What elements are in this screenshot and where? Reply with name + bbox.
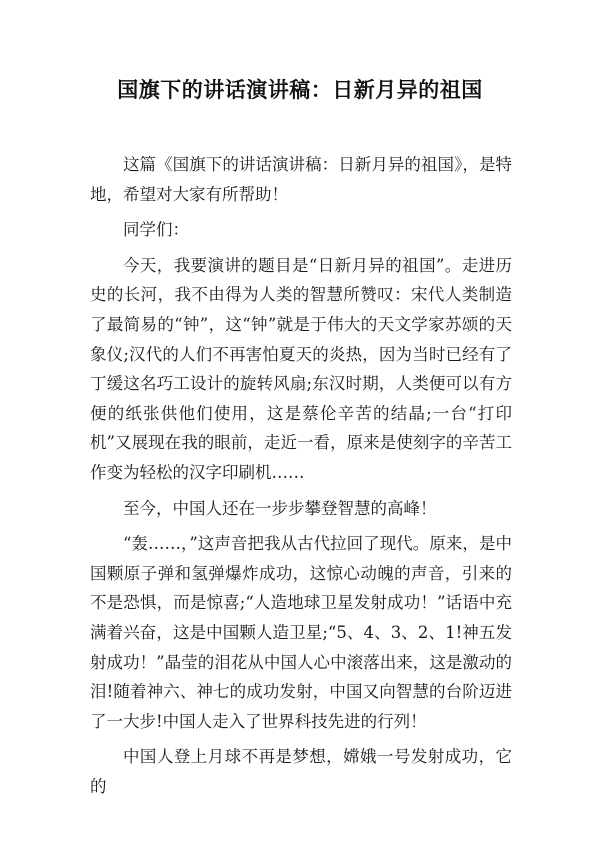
paragraph-modern: “轰……，”这声音把我从古代拉回了现代。原来，是中国颗原子弹和氢弹爆炸成功，这惊心动魄的声音，引来的不是恐惧，而是惊喜;“人造地球卫星发射成功！”话语中充满着兴奋，这是中国颗人造卫星;“5、4、3、2、1!神五发射成功！”晶莹的泪花从中国人心中滚落出来，这是激动的泪!随着神六、神七的成功发射，中国又向智慧的台阶迈进了一大步!中国人走入了世界科技先进的行列！ bbox=[90, 534, 512, 731]
paragraph-intro: 这篇《国旗下的讲话演讲稿：日新月异的祖国》，是特地，希望对大家有所帮助！ bbox=[90, 155, 512, 204]
document-body bbox=[90, 150, 512, 801]
paragraph-history: 今天，我要演讲的题目是“日新月异的祖国”。走进历史的长河，我不由得为人类的智慧所赞叹：宋代人类制造了最简易的“钟”，这“钟”就是于伟大的天文学家苏颂的天象仪;汉代的人们不再害怕夏天的炎热，因为当时已经有了丁缓这名巧工设计的旋转风扇;东汉时期，人类便可以有方便的纸张供他们使用，这是蔡伦辛苦的结晶;一台“打印机”又展现在我的眼前，走近一看，原来是使刻字的辛苦工作变为轻松的汉字印刷机…… bbox=[90, 255, 512, 482]
document-title: 国旗下的讲话演讲稿：日新月异的祖国 bbox=[117, 78, 483, 102]
paragraph-wisdom: 至今，中国人还在一步步攀登智慧的高峰！ bbox=[123, 498, 437, 518]
paragraph-moon: 中国人登上月球不再是梦想，嫦娥一号发射成功，它的 bbox=[90, 747, 512, 796]
paragraph-greeting: 同学们： bbox=[123, 220, 189, 240]
